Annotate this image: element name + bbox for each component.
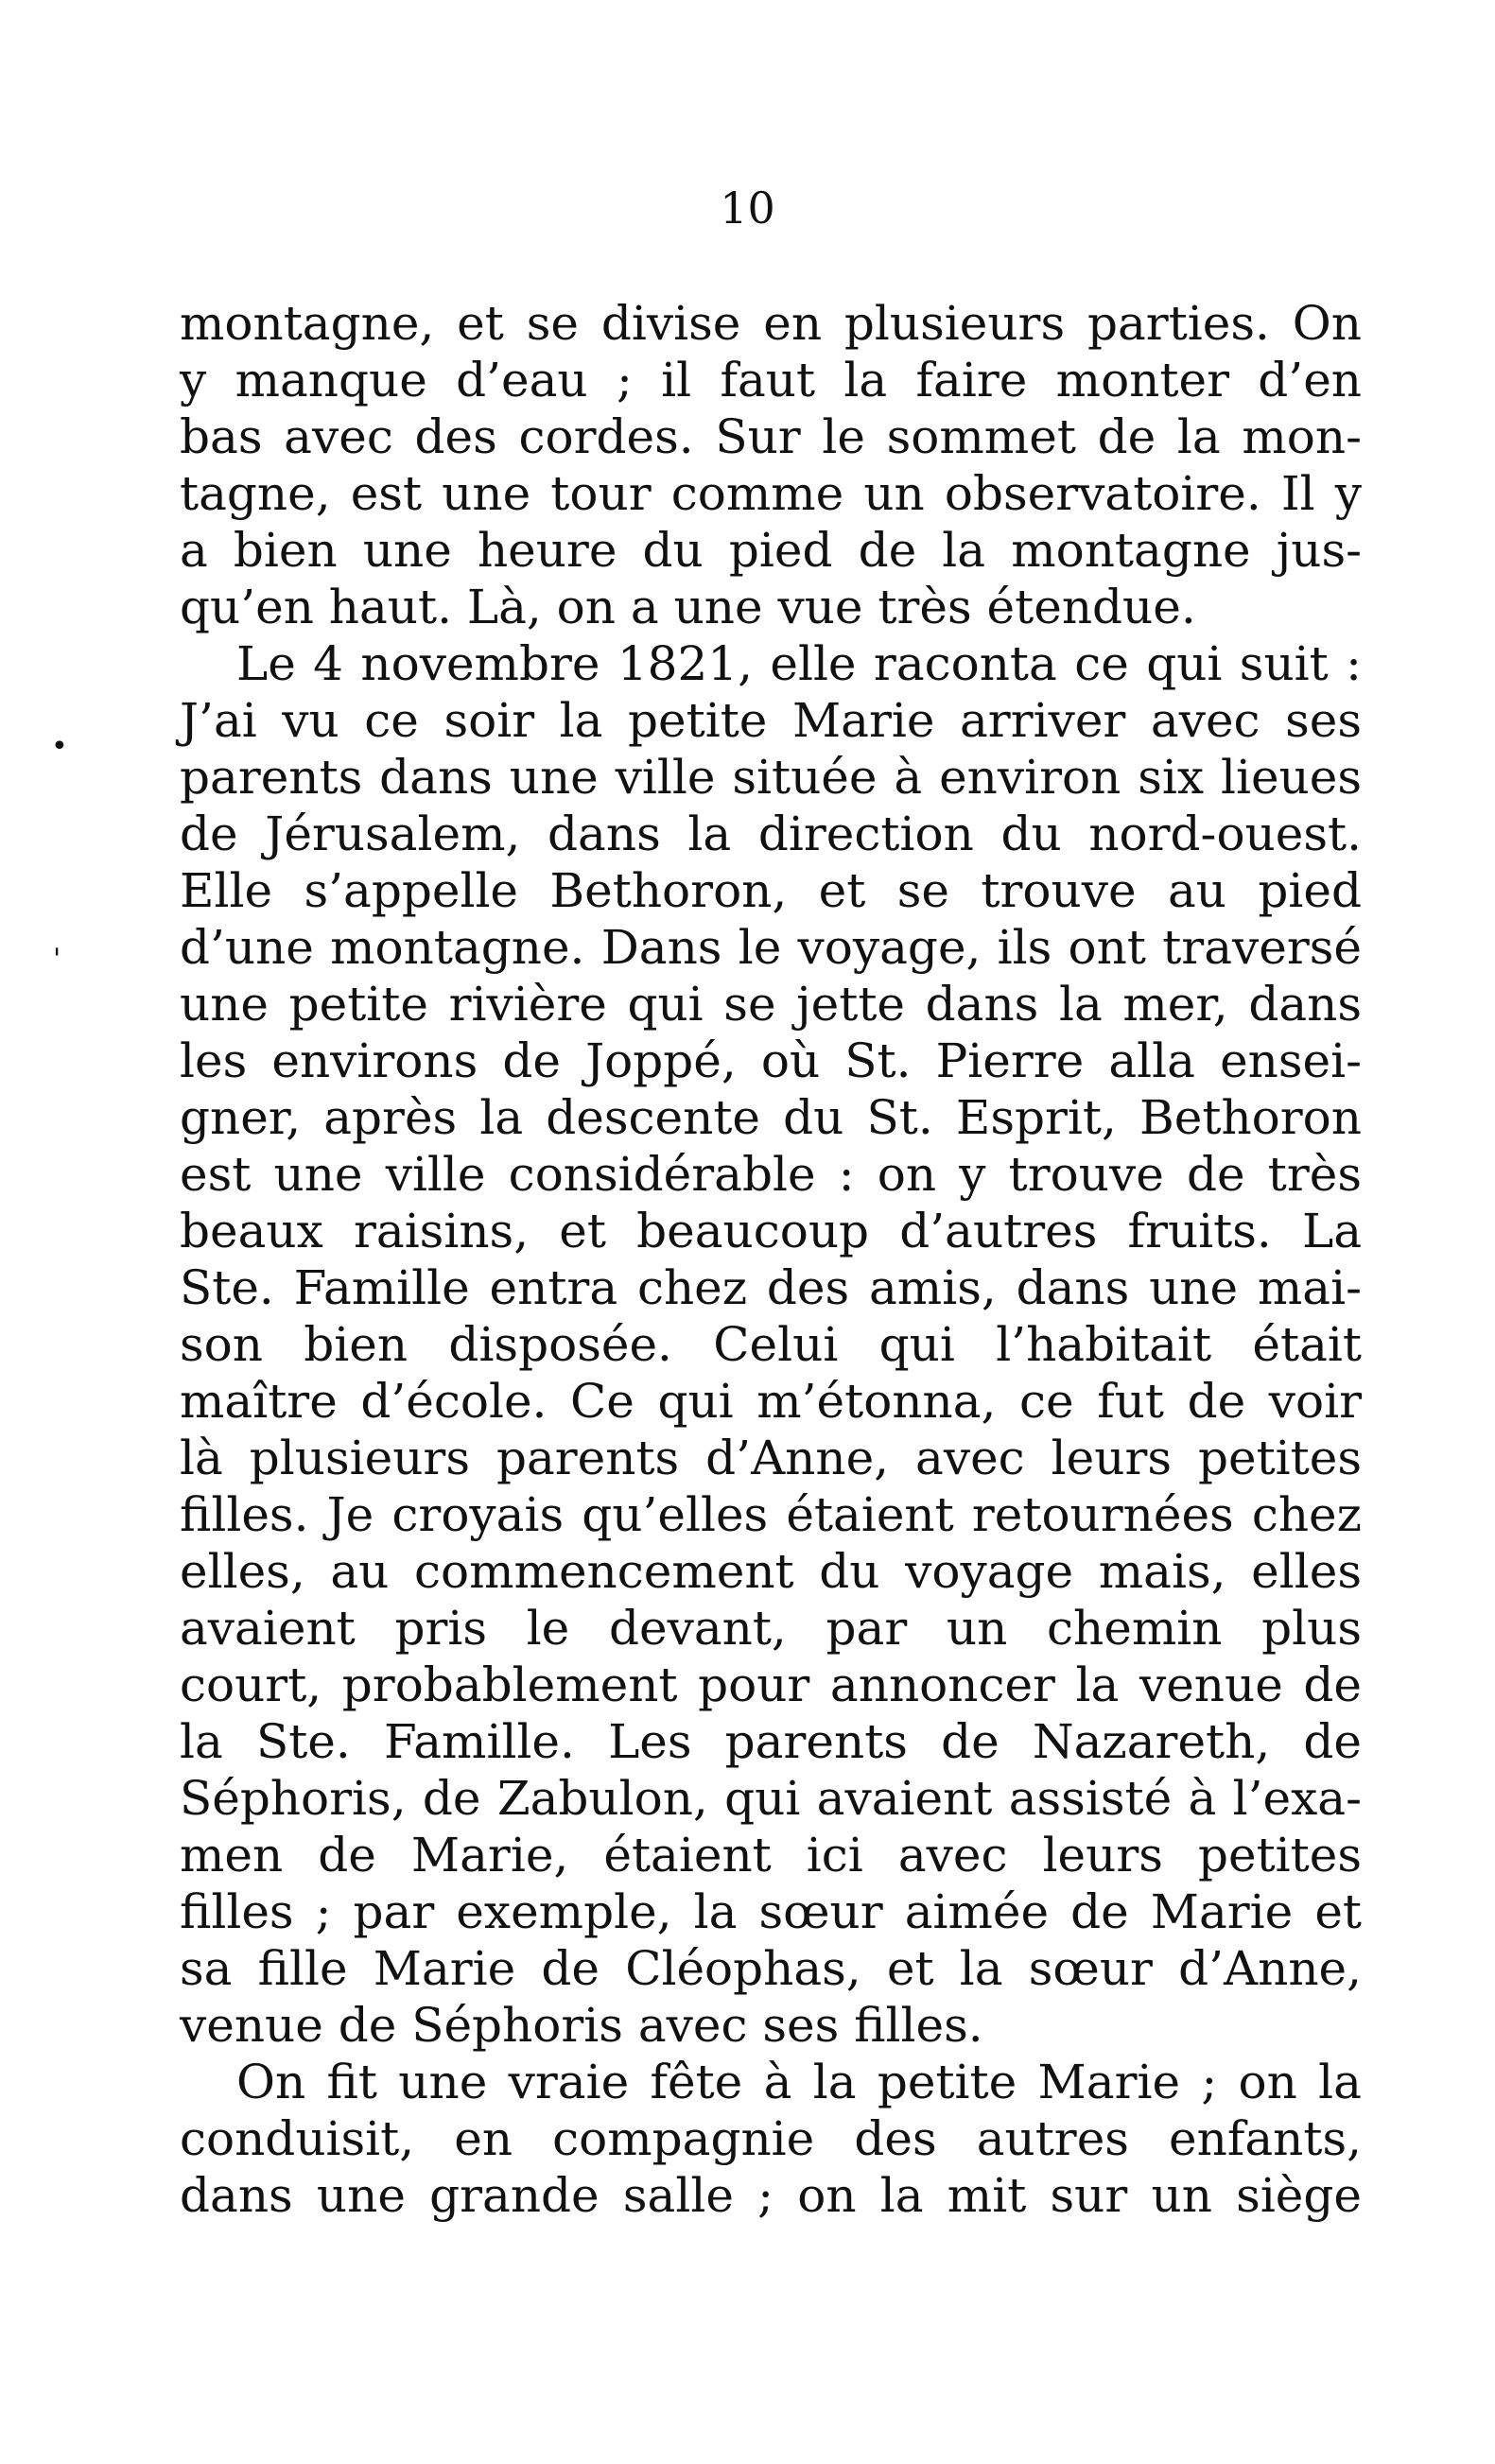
text-line: venue de Séphoris avec ses filles. (180, 1998, 983, 2053)
text-line: son bien disposée. Celui qui l’habitait était (180, 1317, 1362, 1372)
text-line: a bien une heure du pied de la montagne jus- (180, 523, 1362, 578)
text-line: qu’en haut. Là, on a une vue très étendue. (180, 580, 1196, 634)
text-line: men de Marie, étaient ici avec leurs petites (180, 1828, 1362, 1883)
page-number: 10 (720, 182, 775, 234)
text-line: Elle s’appelle Bethoron, et se trouve au pied (180, 863, 1362, 918)
text-line: conduisit, en compagnie des autres enfants, (180, 2111, 1362, 2166)
text-line: bas avec des cordes. Sur le sommet de la mon- (180, 409, 1362, 464)
text-line: elles, au commencement du voyage mais, elles (180, 1544, 1362, 1599)
body-text (180, 295, 1362, 2224)
text-line: maître d’école. Ce qui m’étonna, ce fut de voir (180, 1374, 1362, 1429)
text-line: de Jérusalem, dans la direction du nord-ouest. (180, 807, 1362, 861)
text-line: gner, après la descente du St. Esprit, Bethoron (180, 1090, 1362, 1145)
text-line: une petite rivière qui se jette dans la mer, dans (180, 977, 1362, 1032)
text-line: y manque d’eau ; il faut la faire monter d’en (180, 353, 1362, 408)
text-line: sa fille Marie de Cléophas, et la sœur d’Anne, (180, 1941, 1362, 1996)
text-line: filles. Je croyais qu’elles étaient retournées chez (180, 1487, 1362, 1542)
margin-mark: • (51, 730, 68, 763)
text-line: les environs de Joppé, où St. Pierre alla ensei- (180, 1033, 1362, 1088)
text-line: tagne, est une tour comme un observatoire. Il y (180, 466, 1362, 521)
text-line: beaux raisins, et beaucoup d’autres fruits. La (180, 1204, 1362, 1258)
text-line: J’ai vu ce soir la petite Marie arriver avec ses (180, 693, 1362, 748)
text-line: parents dans une ville située à environ six lieues (180, 750, 1362, 805)
text-line: Le 4 novembre 1821, elle raconta ce qui suit : (236, 636, 1362, 691)
text-line: Ste. Famille entra chez des amis, dans une mai- (180, 1260, 1362, 1315)
text-line: là plusieurs parents d’Anne, avec leurs petites (180, 1431, 1362, 1485)
text-line: On fit une vraie fête à la petite Marie ; on la (236, 2055, 1362, 2109)
margin-mark: ' (53, 943, 61, 976)
text-line: est une ville considérable : on y trouve de très (180, 1147, 1362, 1202)
text-line: filles ; par exemple, la sœur aimée de Marie et (180, 1884, 1362, 1939)
text-line: court, probablement pour annoncer la venue de (180, 1657, 1362, 1712)
text-line: Séphoris, de Zabulon, qui avaient assisté à l’exa- (180, 1771, 1362, 1826)
text-line: dans une grande salle ; on la mit sur un siège (180, 2168, 1362, 2223)
text-line: montagne, et se divise en plusieurs parties. On (180, 296, 1362, 351)
text-line: d’une montagne. Dans le voyage, ils ont traversé (180, 920, 1362, 975)
text-line: avaient pris le devant, par un chemin plus (180, 1601, 1362, 1656)
text-line: la Ste. Famille. Les parents de Nazareth, de (180, 1714, 1362, 1769)
